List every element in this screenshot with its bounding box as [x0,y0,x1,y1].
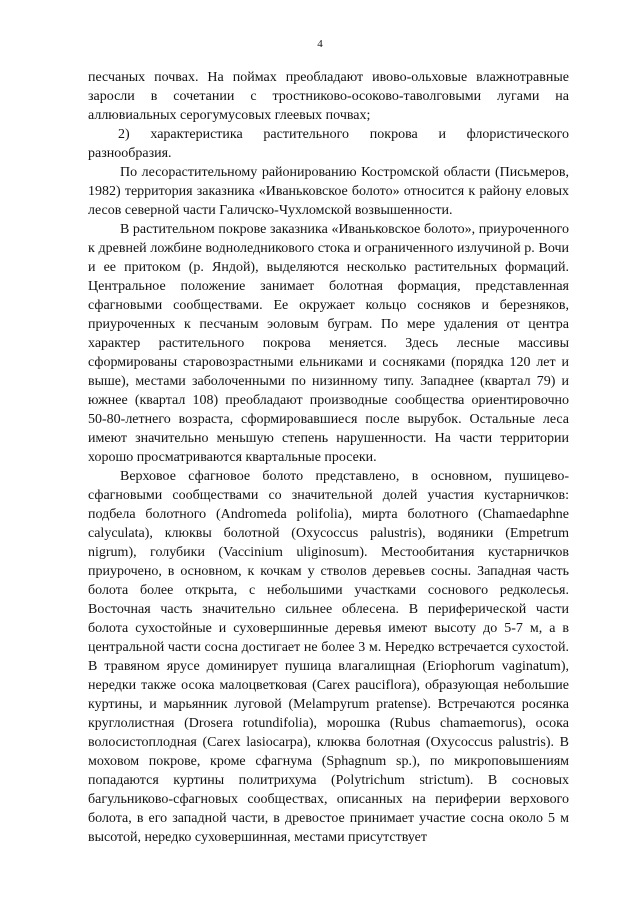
paragraph-vegetation-cover: В растительном покрове заказника «Иваньковское болото», приуроченного к древней ложбине водноледникового стока и ограниченного излучиной р. Вочи и ее притоком (р. Яндой), выделяются несколько растительных формаций. Центральное положение занимает болотная формация, представленная сфагновыми сообществами. Ее окружает кольцо сосняков и березняков, приуроченных к песчаным эоловым буграм. По мере удаления от центра характер растительного покрова меняется. Здесь лесные массивы сформированы старовозрастными ельниками и сосняками (порядка 120 лет и выше), местами заболоченными по низинному типу. Западнее (квартал 79) и южнее (квартал 108) преобладают производные сообщества ориентировочно 50-80-летнего возраста, сформировавшиеся после вырубок. Остальные леса имеют значительно меньшую степень нарушенности. На части территории хорошо просматриваются квартальные просеки. [88,222,569,465]
paragraph-section-heading: 2) характеристика растительного покрова и флористического разнообразия. [88,127,569,161]
body-text [88,68,569,847]
paragraph-forest-zoning: По лесорастительному районированию Костромской области (Письмеров, 1982) территория заказника «Иваньковское болото» относится к району еловых лесов северной части Галичско-Чухломской возвышенности. [88,165,569,218]
paragraph-soils-continuation: песчаных почвах. На поймах преобладают ивово-ольховые влажнотравные заросли в сочетании с тростниково-осоково-таволговыми лугами на аллювиальных серогумусовых глеевых почвах; [88,70,569,123]
page-number: 4 [317,38,323,50]
paragraph-raised-bog: Верховое сфагновое болото представлено, в основном, пушицево-сфагновыми сообществами со значительной долей участия кустарничков: подбела болотного (Andromeda polifolia), мирта болотного (Chamaedaphne calyculata), клюквы болотной (Oxycoccus palustris), водяники (Empetrum nigrum), голубики (Vaccinium uliginosum). Местообитания кустарничков приурочено, в основном, к кочкам у стволов деревьев сосны. Западная часть болота более открыта, с небольшими участками соснового редколесья. Восточная часть значительно сильнее облесена. В периферической части болота сухостойные и суховершинные деревья имеют высоту до 5-7 м, а в центральной части сосна достигает не более 3 м. Нередко встречается сухостой. В травяном ярусе доминирует пушица влагалищная (Eriophorum vaginatum), нередки также осока малоцветковая (Carex pauciflora), образующая небольшие куртины, и марьянник луговой (Melampyrum pratense). Встречаются росянка круглолистная (Drosera rotundifolia), морошка (Rubus chamaemorus), осока волосистоплодная (Carex lasiocarpa), клюква болотная (Oxycoccus palustris). В моховом покрове, кроме сфагнума (Sphagnum sp.), по микроповышениям попадаются куртины политрихума (Polytrichum strictum). В сосновых багульниково-сфагновых сообществах, описанных на периферии верхового болота, в его западной части, в древостое принимает участие сосна около 5 м высотой, нередко суховершинная, местами присутствует [88,469,569,845]
